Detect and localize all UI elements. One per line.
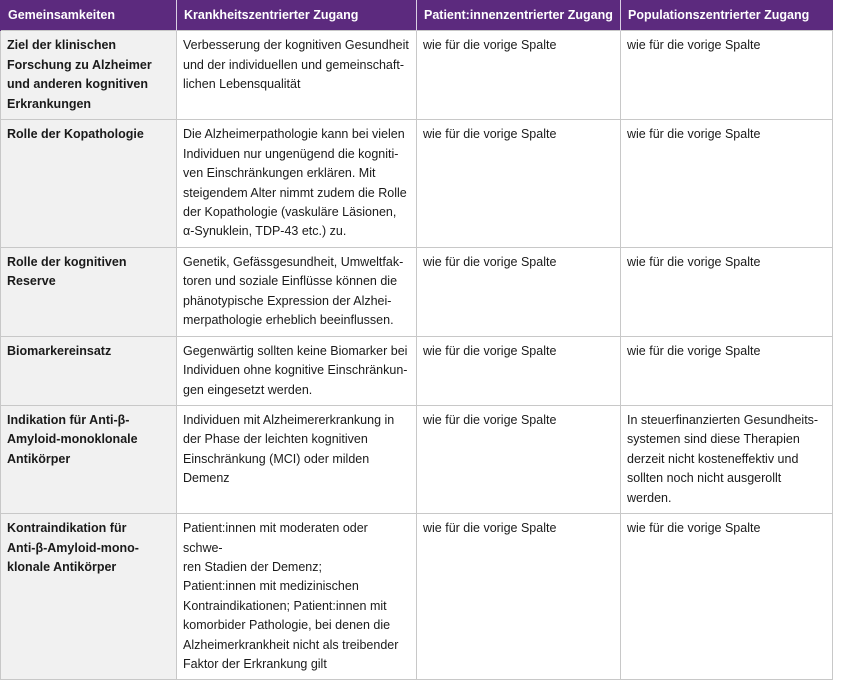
table-row — [1, 514, 833, 680]
population-cell: wie für die vorige Spalte — [621, 336, 833, 405]
patient-cell: wie für die vorige Spalte — [417, 514, 621, 680]
row-label: Ziel der klinischen Forschung zu Alzheimer und anderen kognitiven Erkrankungen — [1, 31, 177, 120]
patient-cell: wie für die vorige Spalte — [417, 247, 621, 336]
disease-cell: Verbesserung der kognitiven Gesundheit und der individuellen und gemeinschaft- lichen Lebensqualität — [177, 31, 417, 120]
table-row — [1, 120, 833, 247]
row-label: Rolle der kognitiven Reserve — [1, 247, 177, 336]
population-cell: wie für die vorige Spalte — [621, 120, 833, 247]
table-body — [1, 31, 833, 680]
disease-cell: Patient:innen mit moderaten oder schwe- ren Stadien der Demenz; Patient:innen mit medizinischen Kontraindikationen; Patient:innen mit komorbider Pathologie, bei denen die Alzheimerkrankheit nicht als treibender Faktor der Erkrankung gilt — [177, 514, 417, 680]
population-cell: In steuerfinanzierten Gesundheits- systemen sind diese Therapien derzeit nicht kosteneffektiv und sollten noch nicht ausgerollt werden. — [621, 406, 833, 514]
disease-cell: Gegenwärtig sollten keine Biomarker bei Individuen ohne kognitive Einschränkun- gen eingesetzt werden. — [177, 336, 417, 405]
header-populationszentriert: Populationszentrierter Zugang — [621, 0, 833, 31]
table-row — [1, 247, 833, 336]
table-header — [1, 0, 833, 31]
row-label: Kontraindikation für Anti-β-Amyloid-mono- klonale Antikörper — [1, 514, 177, 680]
patient-cell: wie für die vorige Spalte — [417, 336, 621, 405]
population-cell: wie für die vorige Spalte — [621, 247, 833, 336]
patient-cell: wie für die vorige Spalte — [417, 406, 621, 514]
population-cell: wie für die vorige Spalte — [621, 31, 833, 120]
table-row — [1, 406, 833, 514]
patient-cell: wie für die vorige Spalte — [417, 31, 621, 120]
disease-cell: Die Alzheimerpathologie kann bei vielen Individuen nur ungenügend die kogniti- ven Einschränkungen erklären. Mit steigendem Alter nimmt zudem die Rolle der Kopathologie (vaskuläre Läsionen, α-Synuklein, TDP-43 etc.) zu. — [177, 120, 417, 247]
header-gemeinsamkeiten: Gemeinsamkeiten — [1, 0, 177, 31]
row-label: Biomarkereinsatz — [1, 336, 177, 405]
table-row — [1, 336, 833, 405]
population-cell: wie für die vorige Spalte — [621, 514, 833, 680]
disease-cell: Genetik, Gefässgesundheit, Umweltfak- toren und soziale Einflüsse können die phänotypische Expression der Alzhei- merpathologie erheblich beeinflussen. — [177, 247, 417, 336]
row-label: Rolle der Kopathologie — [1, 120, 177, 247]
disease-cell: Individuen mit Alzheimererkrankung in der Phase der leichten kognitiven Einschränkung (MCI) oder milden Demenz — [177, 406, 417, 514]
header-row — [1, 0, 833, 31]
header-patientenzentriert: Patient:innenzentrierter Zugang — [417, 0, 621, 31]
table-row — [1, 31, 833, 120]
row-label: Indikation für Anti-β- Amyloid-monoklonale Antikörper — [1, 406, 177, 514]
patient-cell: wie für die vorige Spalte — [417, 120, 621, 247]
header-krankheitszentriert: Krankheitszentrierter Zugang — [177, 0, 417, 31]
